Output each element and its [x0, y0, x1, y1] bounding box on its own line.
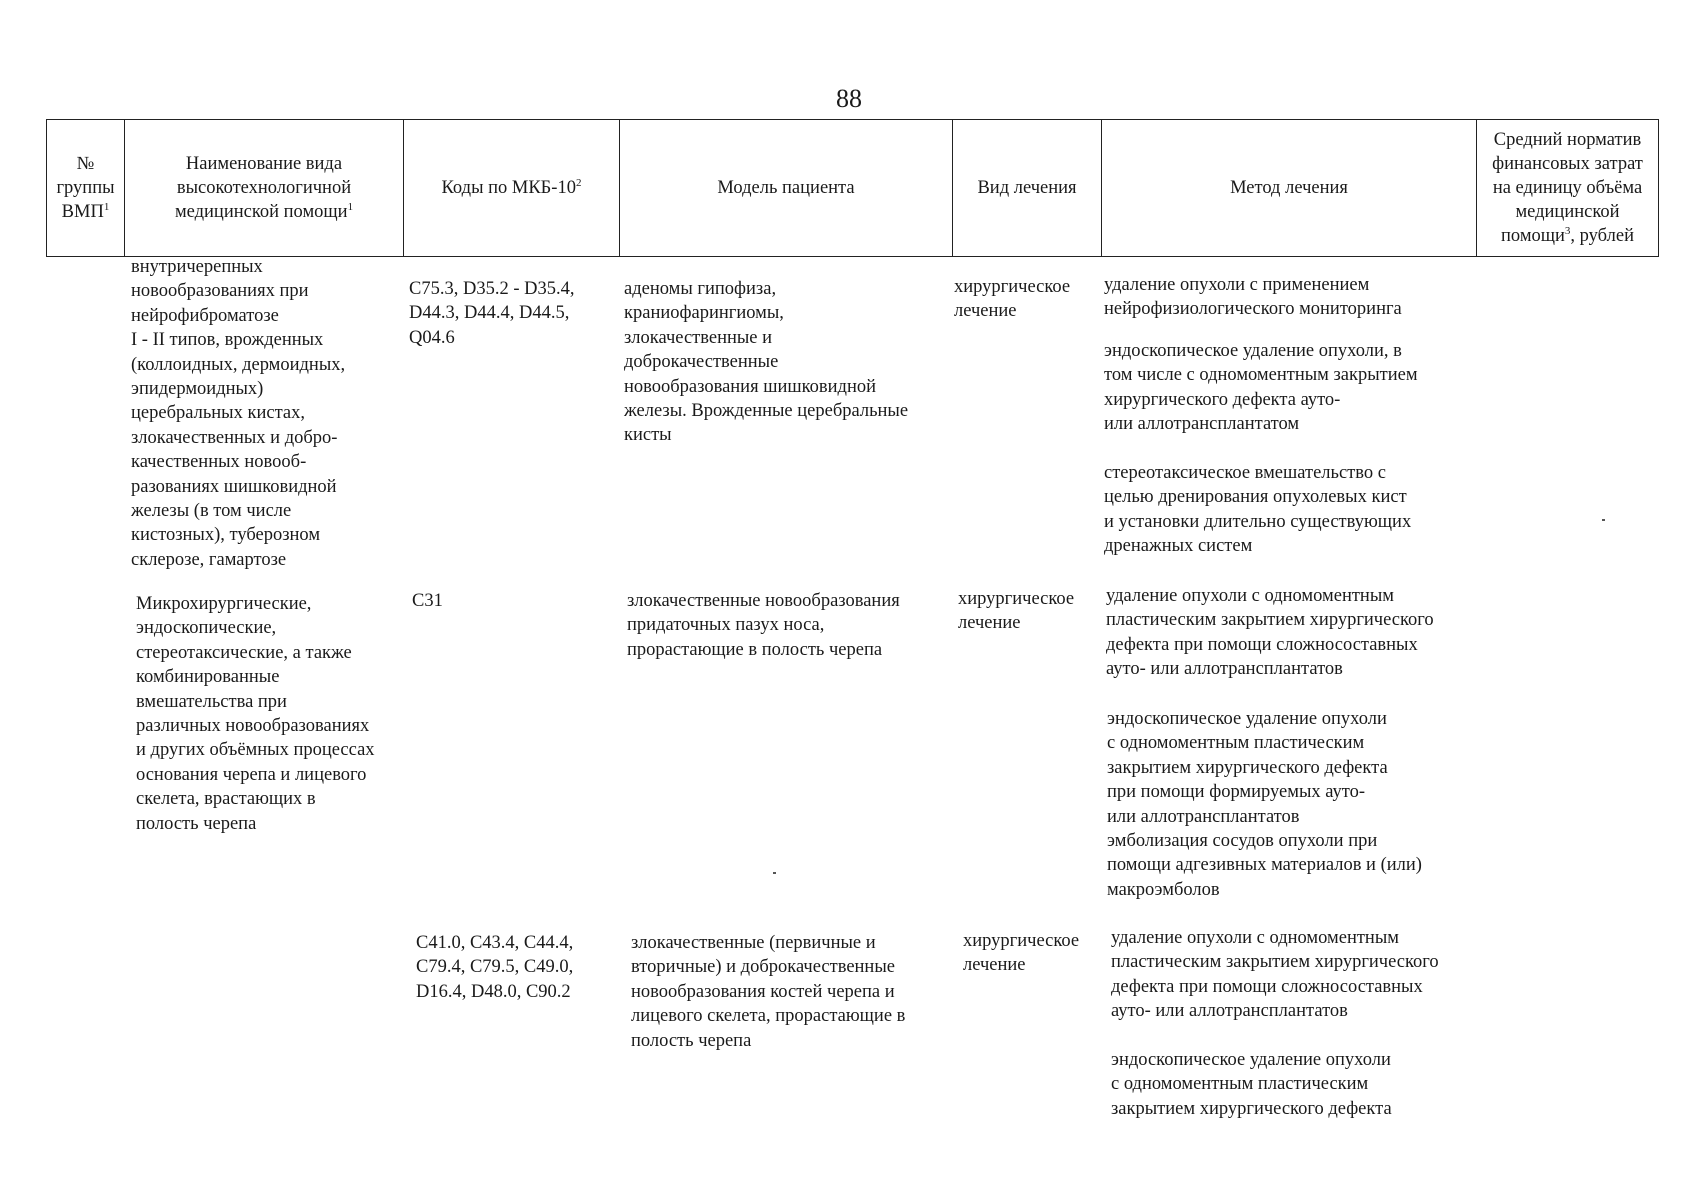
row2-care-name: Микрохирургические, эндоскопические, стереотаксические, а также комбинированные вмешательства при различных новообразованиях и других объёмных процессах основания черепа и лицевого скелета, врастающих в полость черепа: [136, 594, 375, 834]
table-header: [46, 119, 1659, 257]
row1-patient-model: аденомы гипофиза, краниофарингиомы, злокачественные и доброкачественные новообразования шишковидной железы. Врожденные церебральные кисты: [624, 279, 909, 446]
row2-icd-codes: C31: [412, 591, 443, 611]
row2-method-1: удаление опухоли с одномоментным пластическим закрытием хирургического дефекта при помощи сложносоставных ауто- или аллотрансплантатов: [1106, 586, 1434, 680]
row2-patient-model: злокачественные новообразования придаточных пазух носа, прорастающие в полость черепа: [627, 591, 900, 660]
row2-method-2: эндоскопическое удаление опухоли с одномоментным пластическим закрытием хирургического дефекта при помощи формируемых ауто- или аллотрансплантатов эмболизация сосудов опухоли при помощи адгезивных материалов и (или) макроэмболов: [1107, 709, 1422, 900]
row1-method-2: эндоскопическое удаление опухоли, в том числе с одномоментным закрытием хирургического дефекта ауто- или аллотрансплантатом: [1104, 341, 1418, 435]
row1-icd-codes: C75.3, D35.2 - D35.4, D44.3, D44.4, D44.5, Q04.6: [409, 279, 575, 348]
scan-speck: [773, 872, 776, 874]
row1-treatment-type: хирургическое лечение: [954, 277, 1071, 322]
header-care-type: Наименование вида высокотехнологичной медицинской помощи$^1$: [125, 120, 404, 257]
header-icd-codes: Коды по МКБ-$10^2$: [404, 120, 620, 257]
row1-care-name: внутричерепных новообразованиях при нейрофиброматозе I - II типов, врожденных (коллоидных, дермоидных, эпидермоидных) церебральных кистах, злокачественных и добро- качественных новооб- разованиях шишковидной железы (в том числе кистозных), туберозном склерозе, гамартозе: [131, 257, 346, 570]
row3-method-1: удаление опухоли с одномоментным пластическим закрытием хирургического дефекта при помощи сложносоставных ауто- или аллотрансплантатов: [1111, 928, 1439, 1022]
row3-method-2: эндоскопическое удаление опухоли с одномоментным пластическим закрытием хирургического дефекта: [1111, 1050, 1392, 1119]
scan-speck: [1602, 519, 1605, 521]
row1-method-3: стереотаксическое вмешательство с целью дренирования опухолевых кист и установки длительно существующих дренажных систем: [1104, 463, 1412, 557]
header-treatment-method: Метод лечения: [1102, 120, 1477, 257]
row1-method-1: удаление опухоли с применением нейрофизиологического мониторинга: [1104, 275, 1402, 320]
row3-treatment-type: хирургическое лечение: [963, 931, 1080, 976]
header-treatment-type: Вид лечения: [953, 120, 1102, 257]
header-cost-norm: Средний норматив финансовых затрат на единицу объёма медицинской помощи$^3$, рублей: [1477, 120, 1659, 257]
header-group-number: № группы ВМП$^1$: [47, 120, 125, 257]
page-number: 88: [836, 84, 862, 113]
row3-patient-model: злокачественные (первичные и вторичные) и доброкачественные новообразования костей черепа и лицевого скелета, прорастающие в полость черепа: [631, 933, 906, 1051]
row2-treatment-type: хирургическое лечение: [958, 589, 1075, 634]
header-patient-model: Модель пациента: [620, 120, 953, 257]
row3-icd-codes: C41.0, C43.4, C44.4, C79.4, C79.5, C49.0, D16.4, D48.0, C90.2: [416, 933, 574, 1002]
